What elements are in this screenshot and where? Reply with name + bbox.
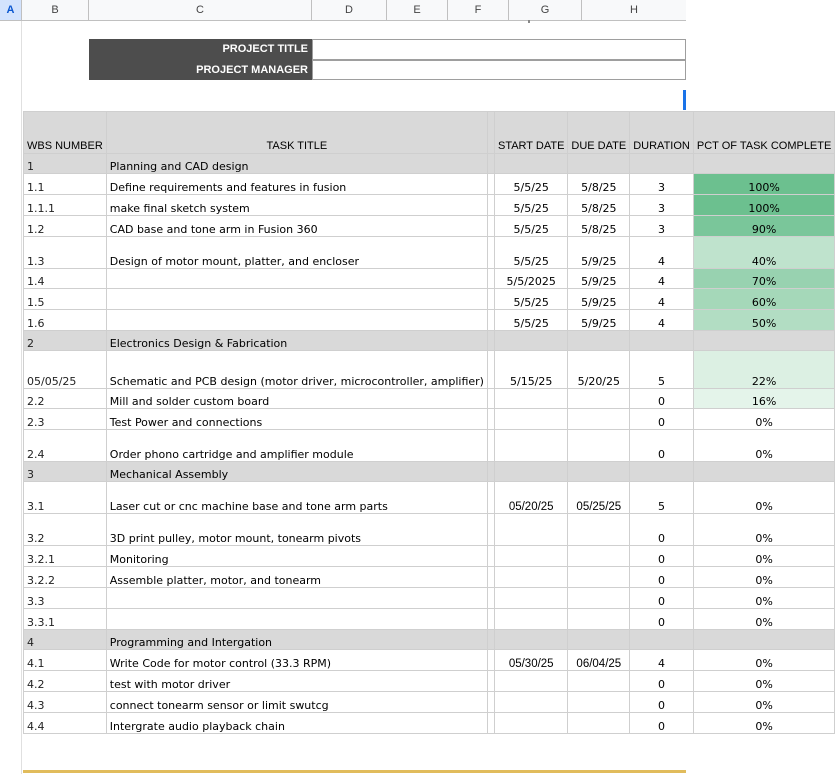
task-row [24, 269, 835, 289]
start-date-header: START DATE [494, 112, 567, 154]
start-date-cell[interactable] [494, 713, 567, 734]
task-row [24, 289, 835, 310]
duration-cell[interactable]: 5 [630, 351, 694, 389]
start-date-cell[interactable] [494, 567, 567, 588]
column-header-b[interactable]: B [22, 0, 89, 21]
duration-cell[interactable]: 0 [630, 514, 694, 546]
pct-complete-header: PCT OF TASK COMPLETE [693, 112, 834, 154]
task-row [24, 195, 835, 216]
project-manager-input[interactable] [312, 60, 686, 80]
duration-cell[interactable]: 4 [630, 237, 694, 269]
duration-cell[interactable]: 0 [630, 389, 694, 409]
project-title-input[interactable] [312, 39, 686, 60]
start-date-cell[interactable] [494, 154, 567, 174]
duration-cell[interactable]: 4 [630, 269, 694, 289]
wbs-number-cell[interactable]: 1.1 [24, 174, 107, 195]
column-d-cell[interactable] [487, 389, 494, 409]
due-date-cell[interactable] [568, 154, 630, 174]
due-date-cell[interactable]: 5/9/25 [568, 310, 630, 331]
task-row [24, 409, 835, 430]
duration-cell[interactable] [630, 630, 694, 650]
column-header-f[interactable]: F [448, 0, 509, 21]
section-row [24, 331, 835, 351]
wbs-number-cell[interactable]: 3.2 [24, 514, 107, 546]
column-d-cell[interactable] [487, 409, 494, 430]
task-title-cell[interactable] [106, 289, 487, 310]
task-title-cell[interactable]: Design of motor mount, platter, and encloser [106, 237, 487, 269]
pct-complete-cell[interactable]: 0% [693, 430, 834, 462]
task-title-cell[interactable]: Order phono cartridge and amplifier module [106, 430, 487, 462]
task-title-cell[interactable]: Write Code for motor control (33.3 RPM) [106, 650, 487, 671]
wbs-number-cell[interactable]: 05/05/25 [24, 351, 107, 389]
pct-complete-cell[interactable]: 90% [693, 216, 834, 237]
task-title-cell[interactable]: 3D print pulley, motor mount, tonearm pivots [106, 514, 487, 546]
start-date-cell[interactable] [494, 514, 567, 546]
project-manager-label: PROJECT MANAGER [89, 60, 312, 80]
start-date-cell[interactable]: 5/5/25 [494, 216, 567, 237]
task-row [24, 692, 835, 713]
column-d-cell[interactable] [487, 588, 494, 609]
due-date-cell[interactable] [568, 430, 630, 462]
column-d-cell[interactable] [487, 174, 494, 195]
wbs-number-cell[interactable]: 4.4 [24, 713, 107, 734]
due-date-cell[interactable] [568, 671, 630, 692]
task-title-cell[interactable]: Monitoring [106, 546, 487, 567]
wbs-number-cell[interactable]: 2.2 [24, 389, 107, 409]
task-title-cell[interactable]: Schematic and PCB design (motor driver, microcontroller, amplifier) [106, 351, 487, 389]
duration-cell[interactable]: 0 [630, 588, 694, 609]
task-title-cell[interactable]: Intergrate audio playback chain [106, 713, 487, 734]
start-date-cell[interactable] [494, 546, 567, 567]
duration-cell[interactable]: 0 [630, 671, 694, 692]
start-date-cell[interactable]: 5/5/25 [494, 289, 567, 310]
task-row [24, 237, 835, 269]
duration-header: DURATION [630, 112, 694, 154]
task-title-cell[interactable]: Test Power and connections [106, 409, 487, 430]
pct-complete-cell[interactable]: 0% [693, 650, 834, 671]
project-title-label: PROJECT TITLE [89, 39, 312, 60]
due-date-cell[interactable]: 5/9/25 [568, 269, 630, 289]
column-d-cell[interactable] [487, 289, 494, 310]
section-row [24, 630, 835, 650]
start-date-cell[interactable] [494, 671, 567, 692]
duration-cell[interactable]: 0 [630, 546, 694, 567]
wbs-number-cell[interactable]: 1.6 [24, 310, 107, 331]
column-d-cell[interactable] [487, 514, 494, 546]
pct-complete-cell[interactable]: 100% [693, 195, 834, 216]
wbs-number-cell[interactable]: 4.3 [24, 692, 107, 713]
due-date-cell[interactable] [568, 514, 630, 546]
column-d-cell[interactable] [487, 154, 494, 174]
task-row [24, 310, 835, 331]
start-date-cell[interactable] [494, 430, 567, 462]
task-title-cell[interactable]: make final sketch system [106, 195, 487, 216]
task-row [24, 389, 835, 409]
wbs-number-cell[interactable]: 3.2.2 [24, 567, 107, 588]
due-date-cell[interactable] [568, 609, 630, 630]
duration-cell[interactable]: 0 [630, 409, 694, 430]
wbs-number-cell[interactable]: 4.2 [24, 671, 107, 692]
due-date-cell[interactable]: 06/04/25 [568, 650, 630, 671]
due-date-cell[interactable]: 5/20/25 [568, 351, 630, 389]
pct-complete-cell[interactable]: 0% [693, 567, 834, 588]
task-row [24, 567, 835, 588]
column-d-cell[interactable] [487, 430, 494, 462]
column-d-cell[interactable] [487, 216, 494, 237]
wbs-number-cell[interactable]: 4 [24, 630, 107, 650]
due-date-cell[interactable] [568, 409, 630, 430]
wbs-number-header: WBS NUMBER [24, 112, 107, 154]
pct-complete-cell[interactable] [693, 154, 834, 174]
duration-cell[interactable]: 4 [630, 650, 694, 671]
task-row [24, 482, 835, 514]
task-title-cell[interactable]: Define requirements and features in fusion [106, 174, 487, 195]
duration-cell[interactable]: 3 [630, 216, 694, 237]
task-table [23, 111, 835, 734]
due-date-cell[interactable]: 5/8/25 [568, 216, 630, 237]
due-date-cell[interactable] [568, 630, 630, 650]
column-d-cell[interactable] [487, 195, 494, 216]
pct-complete-cell[interactable]: 0% [693, 546, 834, 567]
duration-cell[interactable]: 3 [630, 174, 694, 195]
column-header-e[interactable]: E [387, 0, 448, 21]
start-date-cell[interactable] [494, 588, 567, 609]
start-date-cell[interactable] [494, 609, 567, 630]
wbs-number-cell[interactable]: 3.2.1 [24, 546, 107, 567]
due-date-header: DUE DATE [568, 112, 630, 154]
pct-complete-cell[interactable]: 50% [693, 310, 834, 331]
column-d-cell[interactable] [487, 310, 494, 331]
task-title-cell[interactable]: Electronics Design & Fabrication [106, 331, 487, 351]
wbs-number-cell[interactable]: 3.1 [24, 482, 107, 514]
wbs-number-cell[interactable]: 3 [24, 462, 107, 482]
selection-edge [683, 90, 686, 110]
task-title-cell[interactable]: Programming and Intergation [106, 630, 487, 650]
column-header-g[interactable]: G [509, 0, 582, 21]
task-row [24, 216, 835, 237]
wbs-number-cell[interactable]: 2.3 [24, 409, 107, 430]
pct-complete-cell[interactable]: 22% [693, 351, 834, 389]
pct-complete-cell[interactable] [693, 331, 834, 351]
column-d-cell[interactable] [487, 237, 494, 269]
column-d-cell[interactable] [487, 609, 494, 630]
column-d-cell[interactable] [487, 567, 494, 588]
pct-complete-cell[interactable]: 0% [693, 409, 834, 430]
pct-complete-cell[interactable]: 0% [693, 482, 834, 514]
duration-cell[interactable]: 4 [630, 289, 694, 310]
due-date-cell[interactable]: 5/8/25 [568, 174, 630, 195]
task-title-cell[interactable]: connect tonearm sensor or limit swutcg [106, 692, 487, 713]
task-title-cell[interactable]: Laser cut or cnc machine base and tone arm parts [106, 482, 487, 514]
task-row [24, 430, 835, 462]
wbs-number-cell[interactable]: 1.2 [24, 216, 107, 237]
task-row [24, 174, 835, 195]
pct-complete-cell[interactable]: 0% [693, 609, 834, 630]
column-header-h[interactable]: H [582, 0, 686, 21]
start-date-cell[interactable]: 5/5/2025 [494, 269, 567, 289]
column-d-cell[interactable] [487, 692, 494, 713]
column-d-cell[interactable] [487, 331, 494, 351]
pct-complete-cell[interactable]: 0% [693, 514, 834, 546]
resize-tick [528, 20, 530, 23]
task-title-cell[interactable]: Planning and CAD design [106, 154, 487, 174]
pct-complete-cell[interactable]: 0% [693, 588, 834, 609]
wbs-number-cell[interactable]: 3.3 [24, 588, 107, 609]
duration-cell[interactable] [630, 154, 694, 174]
column-header-d[interactable]: D [312, 0, 387, 21]
start-date-cell[interactable]: 5/5/25 [494, 310, 567, 331]
task-title-cell[interactable]: Assemble platter, motor, and tonearm [106, 567, 487, 588]
duration-cell[interactable]: 3 [630, 195, 694, 216]
task-row [24, 351, 835, 389]
column-d-cell[interactable] [487, 650, 494, 671]
pct-complete-cell[interactable]: 100% [693, 174, 834, 195]
due-date-cell[interactable] [568, 331, 630, 351]
duration-cell[interactable]: 0 [630, 567, 694, 588]
pct-complete-cell[interactable]: 0% [693, 713, 834, 734]
start-date-cell[interactable] [494, 462, 567, 482]
due-date-cell[interactable] [568, 567, 630, 588]
duration-cell[interactable]: 0 [630, 609, 694, 630]
task-row [24, 514, 835, 546]
column-d-cell[interactable] [487, 269, 494, 289]
task-title-cell[interactable] [106, 269, 487, 289]
duration-cell[interactable]: 5 [630, 482, 694, 514]
due-date-cell[interactable]: 5/9/25 [568, 289, 630, 310]
column-header-a[interactable]: A [0, 0, 22, 21]
column-a-strip [0, 21, 22, 774]
pct-complete-cell[interactable]: 16% [693, 389, 834, 409]
bottom-border [23, 770, 686, 773]
task-row [24, 713, 835, 734]
column-d-cell[interactable] [487, 546, 494, 567]
task-title-cell[interactable]: Mill and solder custom board [106, 389, 487, 409]
column-d-header [487, 112, 494, 154]
due-date-cell[interactable] [568, 692, 630, 713]
due-date-cell[interactable]: 5/9/25 [568, 237, 630, 269]
due-date-cell[interactable]: 5/8/25 [568, 195, 630, 216]
section-row [24, 154, 835, 174]
pct-complete-cell[interactable] [693, 462, 834, 482]
wbs-number-cell[interactable]: 3.3.1 [24, 609, 107, 630]
column-header-c[interactable]: C [89, 0, 312, 21]
pct-complete-cell[interactable]: 40% [693, 237, 834, 269]
pct-complete-cell[interactable]: 70% [693, 269, 834, 289]
task-title-cell[interactable]: Mechanical Assembly [106, 462, 487, 482]
task-row [24, 588, 835, 609]
task-row [24, 650, 835, 671]
start-date-cell[interactable] [494, 331, 567, 351]
wbs-number-cell[interactable]: 2.4 [24, 430, 107, 462]
task-row [24, 546, 835, 567]
start-date-cell[interactable] [494, 630, 567, 650]
wbs-number-cell[interactable]: 1 [24, 154, 107, 174]
pct-complete-cell[interactable]: 0% [693, 671, 834, 692]
duration-cell[interactable]: 0 [630, 692, 694, 713]
start-date-cell[interactable]: 5/5/25 [494, 237, 567, 269]
task-title-cell[interactable]: test with motor driver [106, 671, 487, 692]
start-date-cell[interactable]: 5/15/25 [494, 351, 567, 389]
task-title-cell[interactable] [106, 609, 487, 630]
wbs-number-cell[interactable]: 1.1.1 [24, 195, 107, 216]
wbs-number-cell[interactable]: 1.5 [24, 289, 107, 310]
wbs-number-cell[interactable]: 1.4 [24, 269, 107, 289]
due-date-cell[interactable] [568, 546, 630, 567]
start-date-cell[interactable] [494, 409, 567, 430]
wbs-number-cell[interactable]: 2 [24, 331, 107, 351]
task-title-header: TASK TITLE [106, 112, 487, 154]
column-d-cell[interactable] [487, 630, 494, 650]
duration-cell[interactable] [630, 331, 694, 351]
section-row [24, 462, 835, 482]
duration-cell[interactable]: 4 [630, 310, 694, 331]
task-row [24, 609, 835, 630]
pct-complete-cell[interactable] [693, 630, 834, 650]
column-d-cell[interactable] [487, 462, 494, 482]
header-row [24, 112, 835, 154]
task-row [24, 671, 835, 692]
column-d-cell[interactable] [487, 482, 494, 514]
due-date-cell[interactable] [568, 713, 630, 734]
pct-complete-cell[interactable]: 0% [693, 692, 834, 713]
start-date-cell[interactable]: 05/20/25 [494, 482, 567, 514]
task-title-cell[interactable]: CAD base and tone arm in Fusion 360 [106, 216, 487, 237]
start-date-cell[interactable]: 5/5/25 [494, 195, 567, 216]
wbs-number-cell[interactable]: 4.1 [24, 650, 107, 671]
column-d-cell[interactable] [487, 351, 494, 389]
start-date-cell[interactable] [494, 389, 567, 409]
due-date-cell[interactable]: 05/25/25 [568, 482, 630, 514]
duration-cell[interactable] [630, 462, 694, 482]
start-date-cell[interactable] [494, 692, 567, 713]
column-d-cell[interactable] [487, 713, 494, 734]
task-title-cell[interactable] [106, 310, 487, 331]
column-d-cell[interactable] [487, 671, 494, 692]
due-date-cell[interactable] [568, 588, 630, 609]
due-date-cell[interactable] [568, 389, 630, 409]
duration-cell[interactable]: 0 [630, 713, 694, 734]
duration-cell[interactable]: 0 [630, 430, 694, 462]
due-date-cell[interactable] [568, 462, 630, 482]
start-date-cell[interactable]: 5/5/25 [494, 174, 567, 195]
start-date-cell[interactable]: 05/30/25 [494, 650, 567, 671]
task-title-cell[interactable] [106, 588, 487, 609]
wbs-number-cell[interactable]: 1.3 [24, 237, 107, 269]
pct-complete-cell[interactable]: 60% [693, 289, 834, 310]
